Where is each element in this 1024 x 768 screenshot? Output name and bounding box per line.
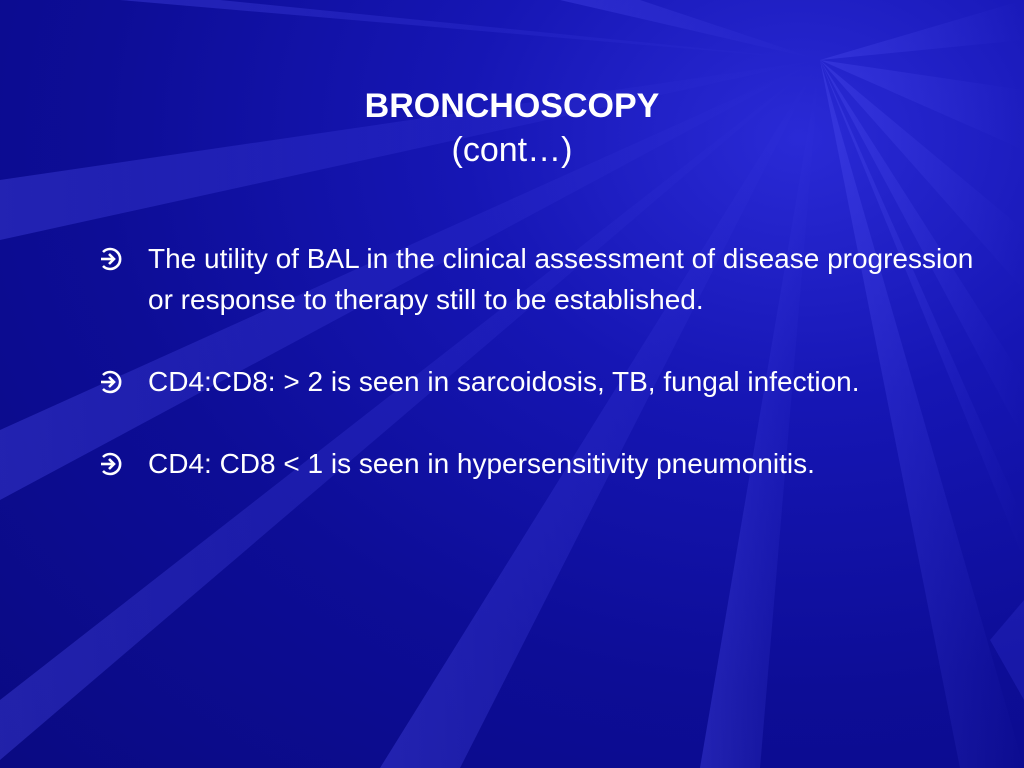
bullet-list [98,238,978,525]
circled-arrow-right-icon [98,369,124,395]
bullet-text: CD4: CD8 < 1 is seen in hypersensitivity pneumonitis. [148,448,815,479]
bullet-item [98,238,978,320]
slide-title: BRONCHOSCOPY [364,87,660,125]
bullet-item [98,361,978,402]
title-block [0,84,1024,172]
bullet-text: CD4:CD8: > 2 is seen in sarcoidosis, TB, fungal infection. [148,366,860,397]
bullet-text: The utility of BAL in the clinical assessment of disease progression or response to therapy still to be established. [148,243,974,315]
circled-arrow-right-icon [98,246,124,272]
bullet-item [98,443,978,484]
slide-subtitle: (cont…) [451,131,573,169]
circled-arrow-right-icon [98,451,124,477]
